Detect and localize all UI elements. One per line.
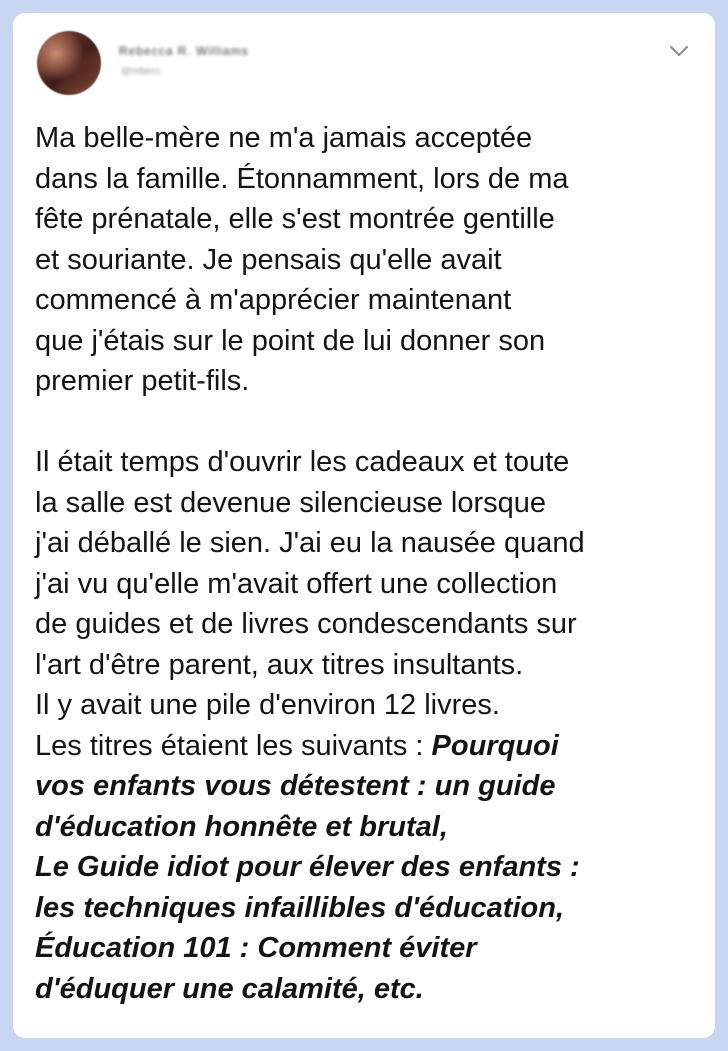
post-paragraph-2: [35, 442, 705, 1009]
post-line: dans la famille. Étonnamment, lors de ma: [35, 162, 569, 195]
post-line: Il était temps d'ouvrir les cadeaux et toute: [35, 446, 570, 478]
post-line: l'art d'être parent, aux titres insultants.: [35, 648, 524, 681]
author-handle[interactable]: @rebecc: [121, 67, 162, 77]
post-card: [13, 13, 715, 1038]
post-line: et souriante. Je pensais qu'elle avait: [35, 243, 502, 276]
book-title-line: d'éducation honnête et brutal,: [35, 810, 448, 843]
post-line: premier petit-fils.: [35, 365, 250, 397]
post-line: Ma belle-mère ne m'a jamais acceptée: [35, 122, 533, 154]
post-line: que j'étais sur le point de lui donner son: [35, 324, 546, 357]
titles-intro: Les titres étaient les suivants :: [35, 729, 432, 762]
post-line: fête prénatale, elle s'est montrée gentille: [35, 203, 555, 235]
book-title-line: Le Guide idiot pour élever des enfants :: [35, 851, 580, 883]
post-line: [35, 726, 705, 767]
post-line: la salle est devenue silencieuse lorsque: [35, 486, 547, 519]
book-title-line: d'éduquer une calamité, etc.: [35, 972, 424, 1005]
author-name[interactable]: Rebecca R. Williams: [119, 45, 249, 57]
post-body: [35, 118, 705, 1009]
post-line: j'ai vu qu'elle m'avait offert une collection: [35, 567, 558, 600]
book-title-line: vos enfants vous détestent : un guide: [35, 770, 556, 802]
book-title-line: Éducation 101 : Comment éviter: [35, 932, 477, 964]
post-line: de guides et de livres condescendants sur: [35, 608, 577, 640]
paragraph-gap: [35, 402, 705, 443]
post-line: j'ai déballé le sien. J'ai eu la nausée quand: [35, 527, 585, 559]
post-paragraph-1: [35, 118, 705, 402]
book-title-start: Pourquoi: [431, 729, 559, 762]
post-line: commencé à m'apprécier maintenant: [35, 284, 512, 316]
chevron-down-icon[interactable]: [668, 43, 690, 59]
avatar[interactable]: [37, 31, 101, 95]
book-title-line: les techniques infaillibles d'éducation,: [35, 891, 565, 924]
post-line: Il y avait une pile d'environ 12 livres.: [35, 689, 500, 721]
